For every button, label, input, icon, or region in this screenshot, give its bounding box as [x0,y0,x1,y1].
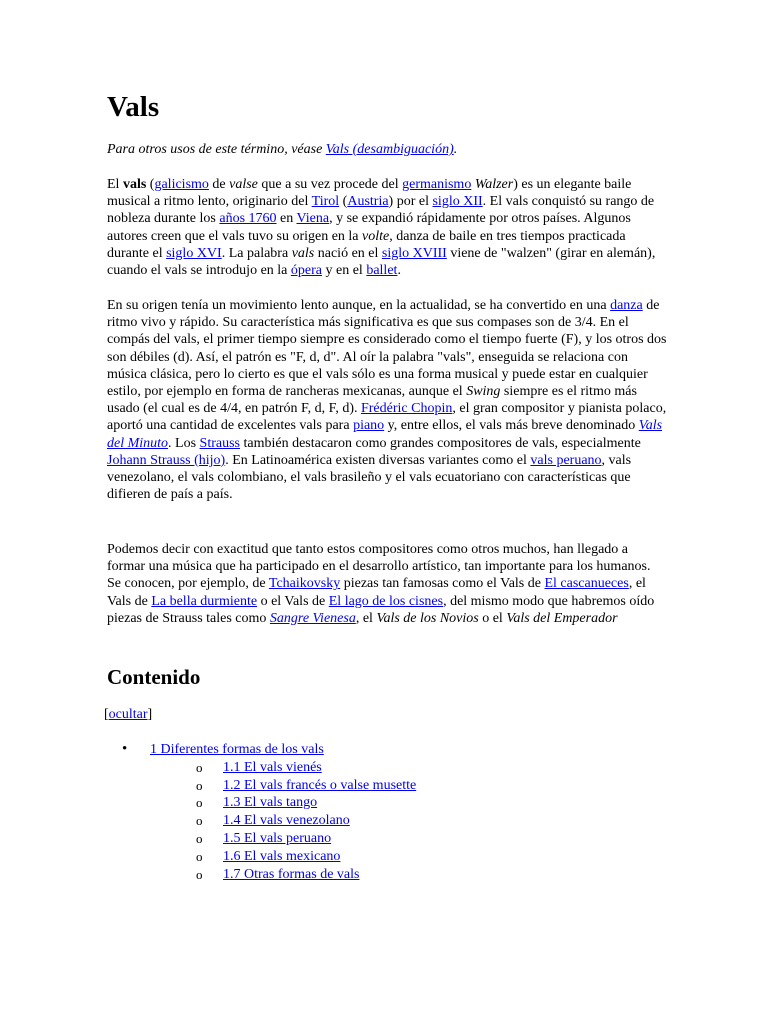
disambiguation-link[interactable]: Vals (desambiguación) [325,142,454,157]
toc-heading: Contenido [107,665,201,689]
text: o el Vals de [257,593,329,609]
link-el-lago-de-los-cisnes[interactable]: El lago de los cisnes [328,593,444,609]
link-germanismo[interactable]: germanismo [402,177,472,192]
toc-hide-link[interactable]: ocultar [108,707,148,722]
link-el-cascanueces[interactable]: El cascanueces [544,576,629,592]
link-johann-strauss-hijo[interactable]: Johann Strauss (hijo) [107,452,226,468]
intro-paragraph [107,176,667,279]
text: ( [339,194,348,210]
toc-item [122,741,416,883]
toc-link-vals-tango[interactable]: 1.3 El vals tango [223,795,318,811]
link-vals-del-minuto[interactable]: Vals del Minuto [107,418,663,451]
toc-subitem [196,759,416,777]
italic-term: vals [291,245,315,261]
italic-term: volte [362,228,390,244]
bold-term: vals [122,177,147,192]
link-sangre-vienesa[interactable]: Sangre Vienesa [269,610,356,626]
toc-link-vals-vienes[interactable]: 1.1 El vals vienés [223,759,322,775]
italic-term: Swing [466,384,501,400]
text: viene de "walzen" (girar en alemán), cuando el vals se introdujo en la [107,245,656,279]
text: ) es un elegante baile musical a ritmo lento, originario del [107,177,632,210]
text: , el Vals de [107,576,646,609]
toc-link-diferentes-formas[interactable]: 1 Diferentes formas de los vals [150,742,324,757]
hatnote-end: . [453,142,458,157]
text: . La palabra [221,245,292,261]
text: , vals venezolano, el vals colombiano, el vals brasileño y el vals ecuatoriano con características que difieren de país a país. [107,452,632,503]
toc-subitem [196,777,416,795]
link-opera[interactable]: ópera [290,263,322,279]
toc-subitem [196,830,416,848]
bracket: ] [147,707,153,722]
composers-paragraph [107,541,667,627]
toc-link-vals-mexicano[interactable]: 1.6 El vals mexicano [223,848,341,864]
toc-subitem [196,866,416,884]
toc-sublist [150,759,416,884]
text: piezas tan famosas como el Vals de [340,576,545,592]
link-siglo-xviii[interactable]: siglo XVIII [381,245,447,261]
link-siglo-xii[interactable]: siglo XII [432,194,483,210]
text: , y se expandió rápidamente por otros países. Algunos autores creen que el vals tuvo su origen en la [107,211,631,244]
toc-link-otras-formas[interactable]: 1.7 Otras formas de vals [223,866,360,882]
link-galicismo[interactable]: galicismo [154,177,209,192]
text: ( [146,177,155,192]
text: . Los [168,435,200,451]
link-vals-peruano[interactable]: vals peruano [530,452,602,468]
text: El [107,177,123,192]
link-piano[interactable]: piano [353,418,385,434]
text: o el [478,610,507,626]
text: que a su vez procede del [257,177,403,192]
text: siempre es el ritmo más usado (el cual es de 4/4, en patrón F, d, F, d). [107,384,637,417]
toc-subitem [196,812,416,830]
toc-subitem [196,848,416,866]
text: . El vals conquistó su rango de nobleza durante los [107,194,655,227]
text: y en el [322,263,367,279]
toc-link-vals-peruano[interactable]: 1.5 El vals peruano [223,830,332,846]
link-austria[interactable]: Austria [347,194,389,210]
italic-term: Vals del Emperador [506,610,618,626]
toc-link-vals-frances[interactable]: 1.2 El vals francés o valse musette [223,777,417,793]
text: , el [355,610,377,626]
text: Podemos decir con exactitud que tanto estos compositores como otros muchos, han llegado a formar una música que ha participado en el desarrollo artístico, tan importante para los humanos. Se conocen, por ejemplo, de [107,542,651,592]
italic-term: Walzer [474,177,514,192]
text: nació en el [314,245,382,261]
text: ) por el [388,194,433,210]
link-tirol[interactable]: Tirol [311,194,340,210]
text: también destacaron como grandes compositores de vals, especialmente [240,435,641,451]
text: , danza de baile en tres tiempos practicada durante el [107,228,626,261]
link-anos-1760[interactable]: años 1760 [219,211,277,227]
italic-term: valse [229,177,258,192]
disambiguation-hatnote [107,141,457,159]
text: y, entre ellos, el vals más breve denominado [384,418,639,434]
origin-paragraph [107,297,667,503]
link-la-bella-durmiente[interactable]: La bella durmiente [151,593,258,609]
link-chopin[interactable]: Frédéric Chopin [360,401,453,417]
table-of-contents [122,741,416,883]
italic-term: Vals de los Novios [376,610,479,626]
text: de [208,177,230,192]
bracket: [ [104,707,109,722]
text: . En Latinoamérica existen diversas variantes como el [225,452,531,468]
link-danza[interactable]: danza [610,298,643,313]
text: En su origen tenía un movimiento lento aunque, en la actualidad, se ha convertido en una [107,298,611,313]
text: , el gran compositor y pianista polaco, aportó una cantidad de excelentes vals para [107,401,667,434]
link-ballet[interactable]: ballet [366,263,398,279]
text: en [276,211,297,227]
text: , del mismo modo que habremos oído piezas de Strauss tales como [107,593,655,626]
toc-subitem [196,794,416,812]
hatnote-text: Para otros usos de este término, véase [107,142,326,157]
toc-toggle [104,706,152,724]
link-viena[interactable]: Viena [296,211,330,227]
link-siglo-xvi[interactable]: siglo XVI [166,245,222,261]
page-title: Vals [107,91,160,123]
text: . [397,263,401,279]
link-tchaikovsky[interactable]: Tchaikovsky [268,576,341,592]
toc-link-vals-venezolano[interactable]: 1.4 El vals venezolano [223,813,350,829]
text: de ritmo vivo y rápido. Su característica más significativa es que sus compases son de 3/4. En el compás del vals, el primer tiempo siempre es considerado como el tiempo fuerte (F), y los otros dos son débiles (d). Así, el patrón es "F, d, d". Al oír la palabra "vals", enseguida se relaciona con música clásica, pero lo cierto es que el vals sólo es una forma musical y puede estar en cualquier estilo, por ejemplo en forma de rancheras mexicanas, aunque el [107,298,667,400]
link-strauss[interactable]: Strauss [199,435,240,451]
